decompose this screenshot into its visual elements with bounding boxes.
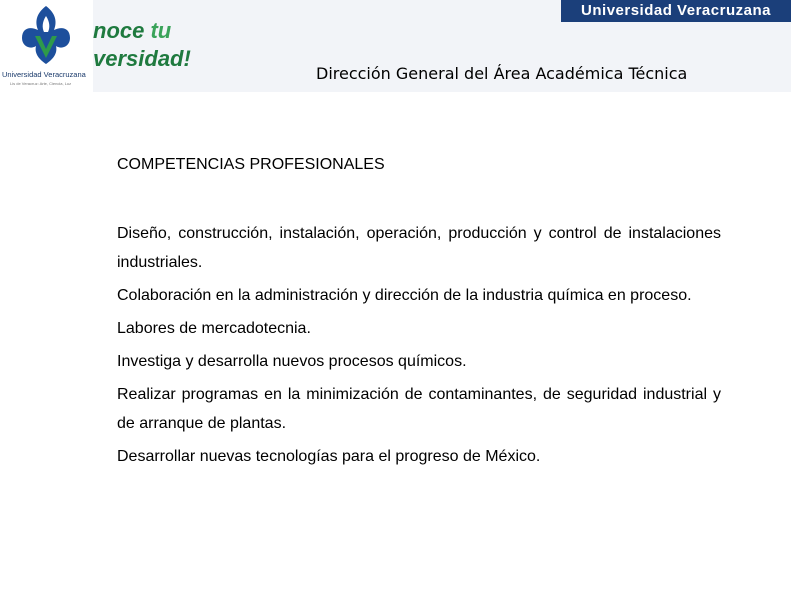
logo-university-name: Universidad Veracruzana [2,70,86,79]
section-heading: COMPETENCIAS PROFESIONALES [117,156,385,173]
department-title: Dirección General del Área Académica Técnica [316,64,688,83]
list-item: Labores de mercadotecnia. [117,320,311,337]
slogan-line-1 [93,20,171,42]
slogan-text-b: tu [150,18,172,43]
slogan-text-a: noce [93,18,151,43]
list-item: Desarrollar nuevas tecnologías para el progreso de México. [117,448,541,465]
list-item: Realizar programas en la minimización de contaminantes, de seguridad industrial y de arranque de plantas. [117,386,721,432]
university-logo [0,0,93,92]
page-header [0,0,791,92]
uv-crest-icon [18,2,74,68]
logo-motto: Lis de Veracruz: Arte, Ciencia, Luz [10,81,72,86]
competency-list [117,219,721,475]
university-banner: Universidad Veracruzana [561,0,791,22]
list-item: Colaboración en la administración y dirección de la industria química en proceso. [117,287,692,304]
list-item: Diseño, construcción, instalación, operación, producción y control de instalaciones industriales. [117,225,721,271]
slogan-graphic [93,8,203,74]
list-item: Investiga y desarrolla nuevos procesos químicos. [117,353,467,370]
slogan-line-2: versidad! [93,46,191,71]
